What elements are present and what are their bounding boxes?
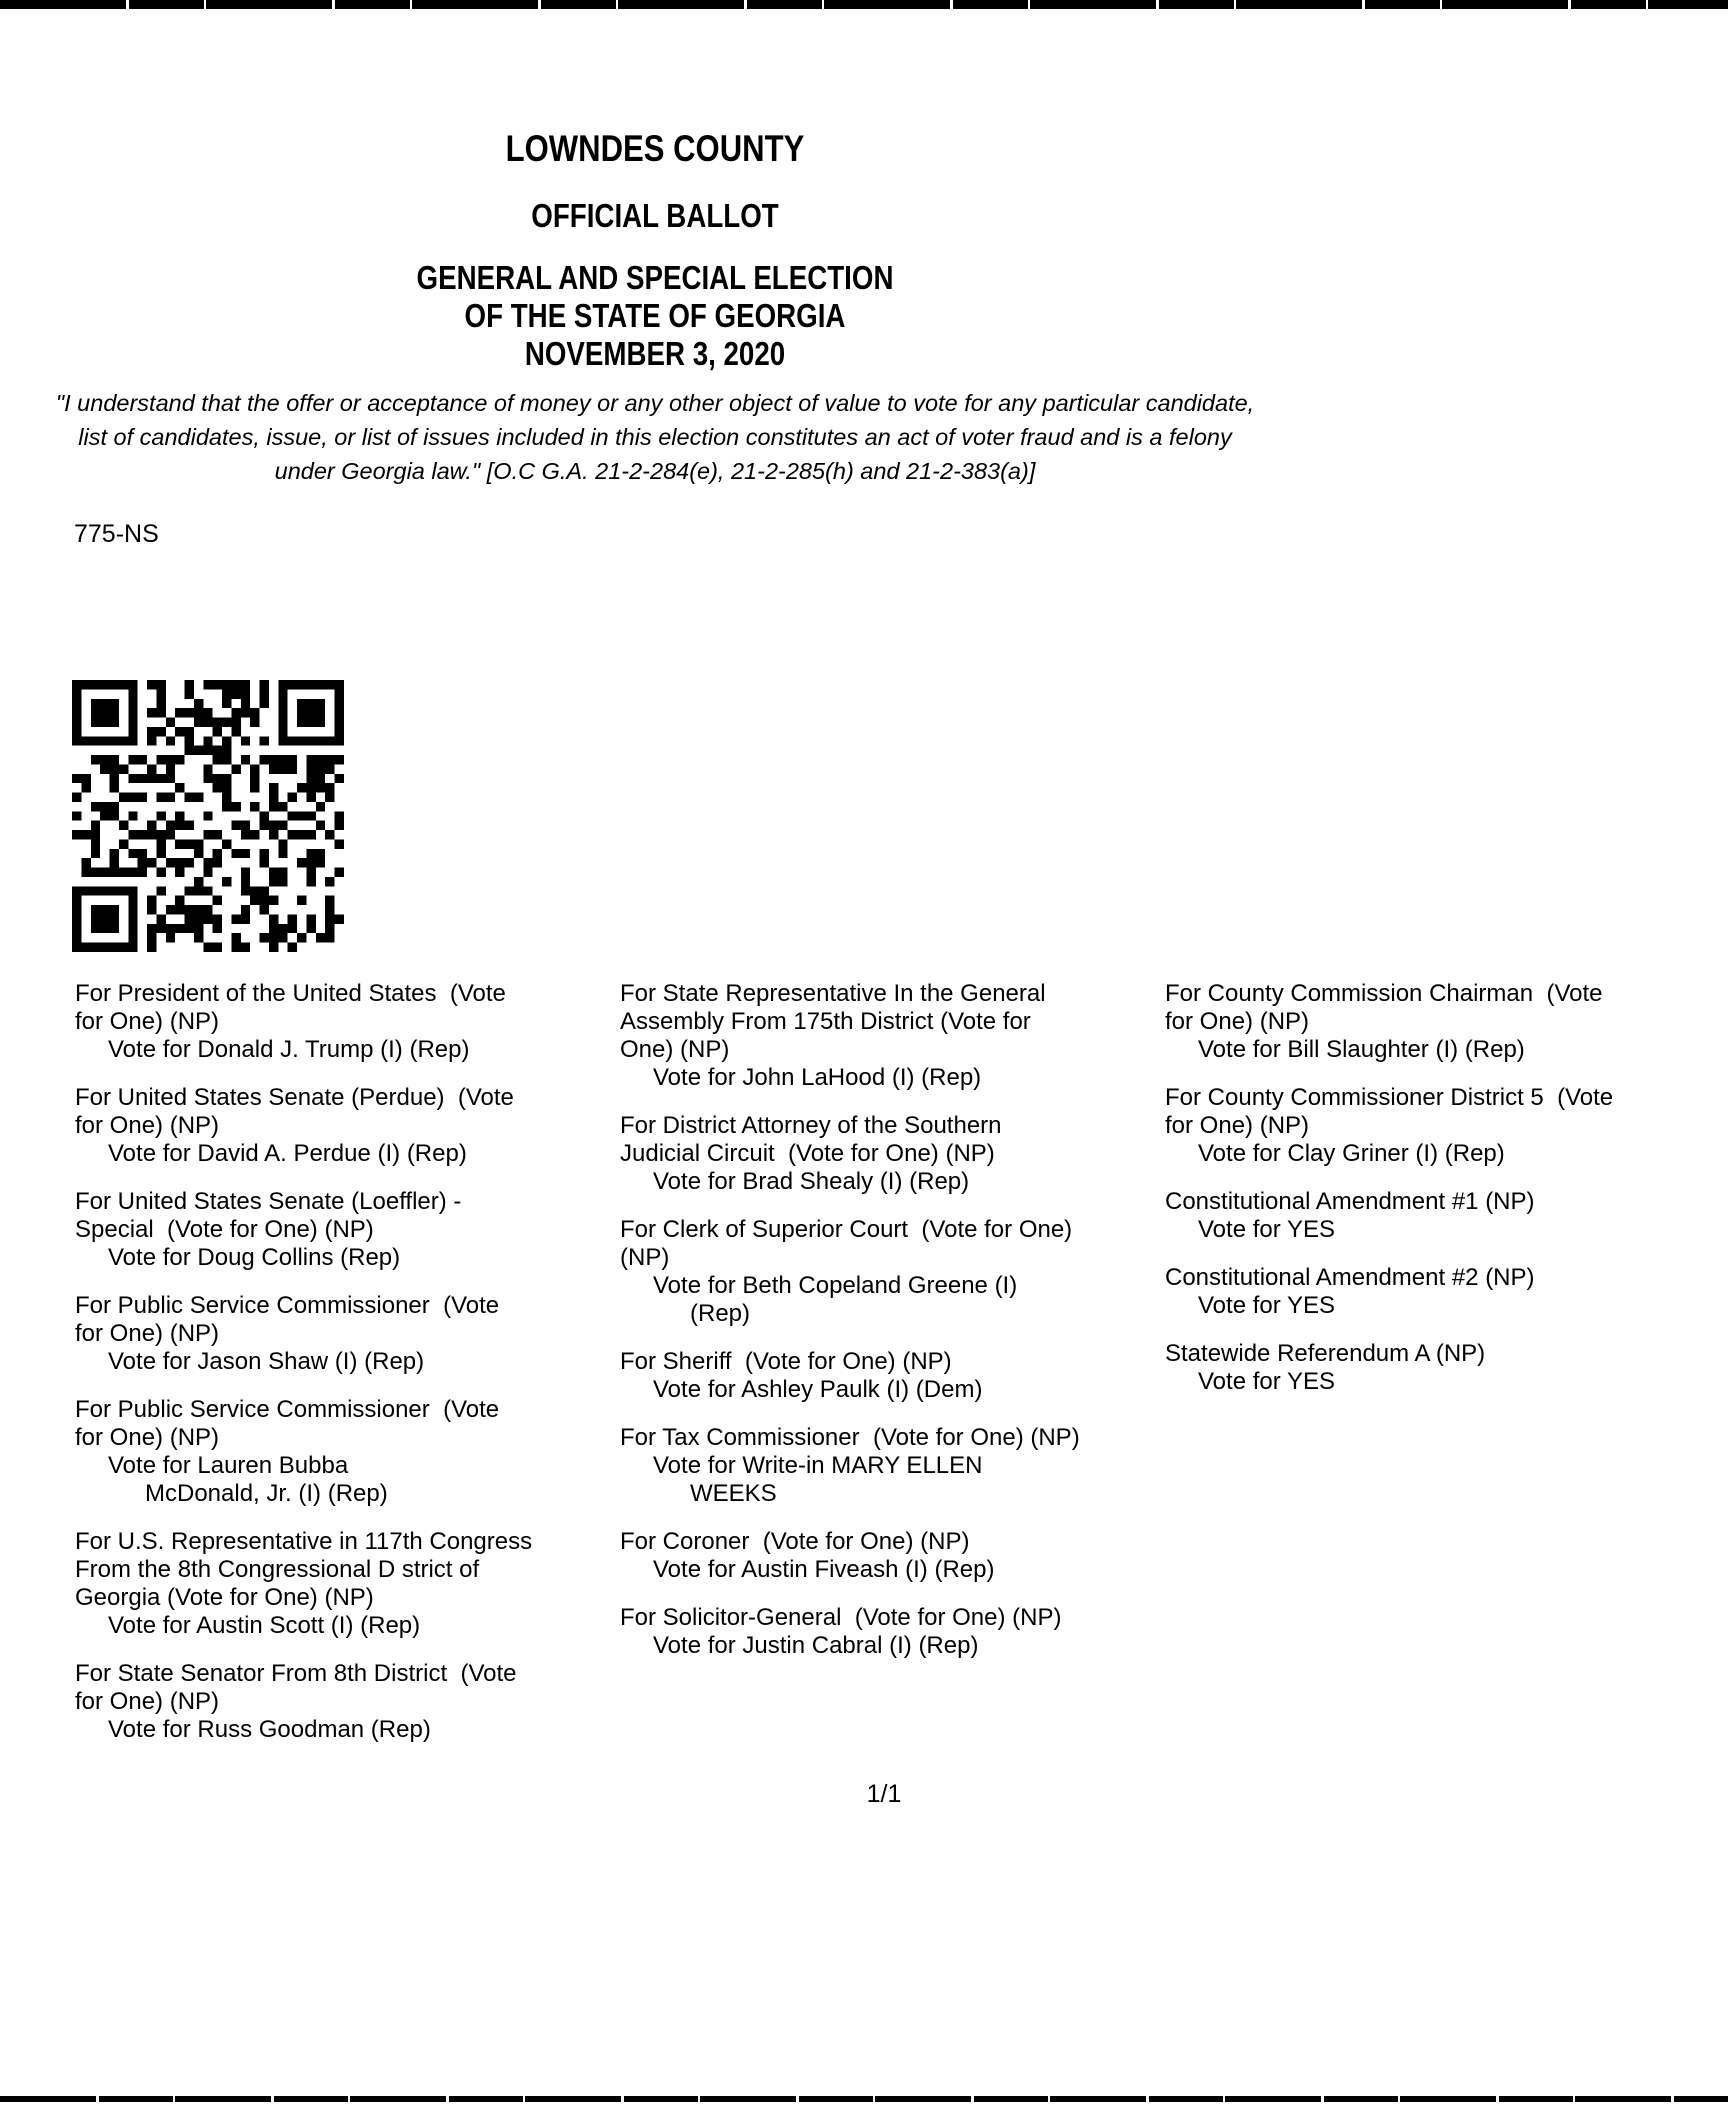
contest-office-line: (NP) <box>620 1244 670 1271</box>
voter-fraud-notice-line: "I understand that the offer or acceptance of money or any other object of value to vote for any particular candidate, <box>55 390 1255 416</box>
contest-block <box>75 1528 620 1640</box>
contest-selection-line: Vote for Brad Shealy (I) (Rep) <box>653 1168 970 1195</box>
election-title-line: OF THE STATE OF GEORGIA <box>464 297 846 334</box>
contest-office-line: For Public Service Commissioner (Vote <box>75 1396 500 1423</box>
voter-fraud-notice-line: list of candidates, issue, or list of issues included in this election constitutes an act of voter fraud and is a felony <box>78 424 1232 450</box>
contest-block <box>620 1112 1165 1196</box>
election-title <box>0 259 1310 373</box>
contest-block <box>620 1528 1165 1584</box>
contest-office-line: For President of the United States (Vote <box>75 980 506 1007</box>
voter-fraud-notice-line: under Georgia law." [O.C G.A. 21-2-284(e), 21-2-285(h) and 21-2-383(a)] <box>274 458 1036 484</box>
contest-office-line: One) (NP) <box>620 1036 730 1063</box>
contest-office-line: for One) (NP) <box>75 1688 220 1715</box>
contest-office-line: for One) (NP) <box>1165 1112 1310 1139</box>
contest-block <box>75 1084 620 1168</box>
contest-office-line: For United States Senate (Perdue) (Vote <box>75 1084 514 1111</box>
contest-office-line: For Clerk of Superior Court (Vote for One) <box>620 1216 1073 1243</box>
contest-office-line: for One) (NP) <box>75 1112 220 1139</box>
contest-office-line: Georgia (Vote for One) (NP) <box>75 1584 374 1611</box>
contest-selection-line: Vote for Beth Copeland Greene (I) <box>653 1272 1018 1299</box>
precinct-code: 775-NS <box>74 520 159 548</box>
contest-office-line: for One) (NP) <box>75 1008 220 1035</box>
contest-office-line: For County Commission Chairman (Vote <box>1165 980 1603 1007</box>
contest-column-1 <box>75 980 620 1764</box>
contest-selection-line: Vote for Russ Goodman (Rep) <box>108 1716 431 1743</box>
contest-column-2 <box>620 980 1165 1680</box>
contest-selection-line: Vote for Clay Griner (I) (Rep) <box>1198 1140 1505 1167</box>
contest-block <box>620 980 1165 1092</box>
contest-selection-line: McDonald, Jr. (I) (Rep) <box>145 1480 388 1507</box>
contest-block <box>1165 1188 1710 1244</box>
contest-selection-line: Vote for YES <box>1198 1368 1335 1395</box>
contest-office-line: for One) (NP) <box>1165 1008 1310 1035</box>
contest-block <box>1165 1264 1710 1320</box>
contest-office-line: For District Attorney of the Southern <box>620 1112 1002 1139</box>
contest-selection-line: Vote for YES <box>1198 1216 1335 1243</box>
qr-code <box>72 680 344 952</box>
contest-office-line: For State Representative In the General <box>620 980 1046 1007</box>
contest-block <box>1165 1340 1710 1396</box>
election-title-line: GENERAL AND SPECIAL ELECTION <box>416 259 894 296</box>
contest-office-line: For Coroner (Vote for One) (NP) <box>620 1528 970 1555</box>
contest-office-line: For Public Service Commissioner (Vote <box>75 1292 500 1319</box>
voter-fraud-notice <box>0 386 1310 488</box>
ballot-header <box>0 0 1310 373</box>
contest-office-line: Special (Vote for One) (NP) <box>75 1216 374 1243</box>
contest-selection-line: Vote for Justin Cabral (I) (Rep) <box>653 1632 979 1659</box>
contest-office-line: for One) (NP) <box>75 1424 220 1451</box>
contest-selection-line: Vote for Austin Fiveash (I) (Rep) <box>653 1556 995 1583</box>
contest-office-line: For Sheriff (Vote for One) (NP) <box>620 1348 952 1375</box>
contest-block <box>1165 980 1710 1064</box>
contest-selection-line: Vote for Bill Slaughter (I) (Rep) <box>1198 1036 1525 1063</box>
contest-block <box>620 1604 1165 1660</box>
contest-selection-line: Vote for Jason Shaw (I) (Rep) <box>108 1348 425 1375</box>
contest-office-line: Statewide Referendum A (NP) <box>1165 1340 1486 1367</box>
contest-office-line: For Solicitor-General (Vote for One) (NP) <box>620 1604 1062 1631</box>
contest-selection-line: Vote for YES <box>1198 1292 1335 1319</box>
contest-office-line: From the 8th Congressional D strict of <box>75 1556 480 1583</box>
contest-office-line: For U.S. Representative in 117th Congress <box>75 1528 533 1555</box>
contest-block <box>75 1292 620 1376</box>
contest-selection-line: Vote for Lauren Bubba <box>108 1452 349 1479</box>
contest-office-line: For County Commissioner District 5 (Vote <box>1165 1084 1614 1111</box>
contest-selection-line: (Rep) <box>690 1300 751 1327</box>
contest-block <box>75 1396 620 1508</box>
contest-block <box>75 980 620 1064</box>
page-number: 1/1 <box>866 1780 902 1808</box>
contest-block <box>75 1660 620 1744</box>
ballot-type-title: OFFICIAL BALLOT <box>531 197 779 234</box>
contest-office-line: for One) (NP) <box>75 1320 220 1347</box>
contest-office-line: Constitutional Amendment #2 (NP) <box>1165 1264 1535 1291</box>
contest-block <box>75 1188 620 1272</box>
contest-selection-line: Vote for Austin Scott (I) (Rep) <box>108 1612 421 1639</box>
contest-columns <box>75 980 1710 1764</box>
contest-selection-line: Vote for Write-in MARY ELLEN <box>653 1452 983 1479</box>
contest-office-line: Constitutional Amendment #1 (NP) <box>1165 1188 1535 1215</box>
county-title: LOWNDES COUNTY <box>505 128 805 169</box>
contest-selection-line: Vote for Ashley Paulk (I) (Dem) <box>653 1376 983 1403</box>
contest-block <box>620 1348 1165 1404</box>
contest-selection-line: Vote for Donald J. Trump (I) (Rep) <box>108 1036 470 1063</box>
contest-office-line: For United States Senate (Loeffler) - <box>75 1188 462 1215</box>
contest-column-3 <box>1165 980 1710 1416</box>
scan-artifact-bottom <box>0 2096 1728 2102</box>
contest-office-line: Assembly From 175th District (Vote for <box>620 1008 1031 1035</box>
contest-block <box>620 1424 1165 1508</box>
contest-block <box>620 1216 1165 1328</box>
contest-selection-line: WEEKS <box>690 1480 777 1507</box>
contest-selection-line: Vote for David A. Perdue (I) (Rep) <box>108 1140 467 1167</box>
contest-office-line: Judicial Circuit (Vote for One) (NP) <box>620 1140 995 1167</box>
contest-selection-line: Vote for John LaHood (I) (Rep) <box>653 1064 982 1091</box>
contest-office-line: For Tax Commissioner (Vote for One) (NP) <box>620 1424 1080 1451</box>
election-title-line: NOVEMBER 3, 2020 <box>524 335 786 372</box>
contest-office-line: For State Senator From 8th District (Vote <box>75 1660 517 1687</box>
contest-selection-line: Vote for Doug Collins (Rep) <box>108 1244 401 1271</box>
contest-block <box>1165 1084 1710 1168</box>
